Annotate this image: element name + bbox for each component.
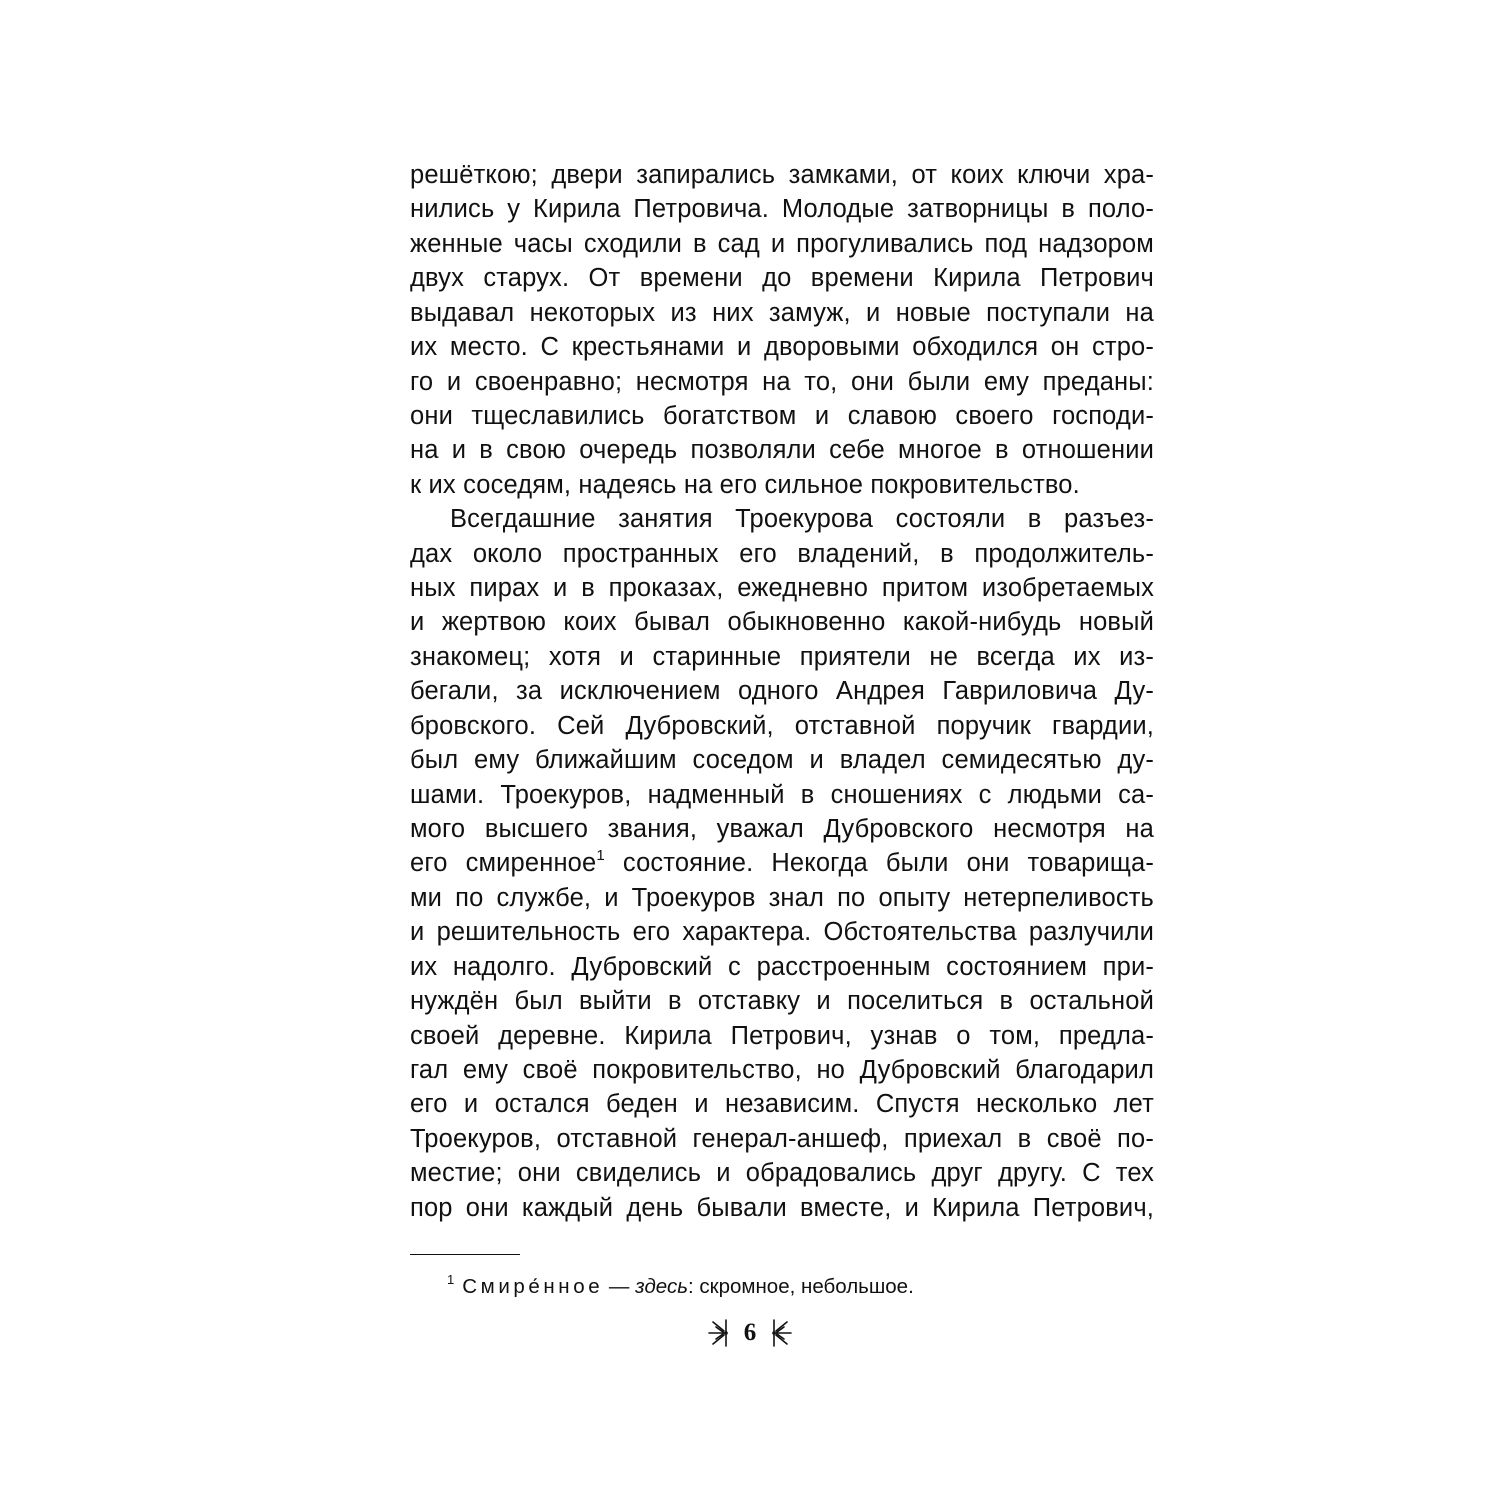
text-line: гал ему своё покровительство, но Дубровский благодарил	[410, 1055, 1154, 1084]
text-line: решёткою; двери запирались замками, от коих ключи хра-	[410, 161, 1154, 189]
text-line: и решительность его характера. Обстоятельства разлучили	[410, 918, 1154, 947]
text-line: их место. С крестьянами и дворовыми обходился он стро-	[410, 333, 1154, 362]
text-line: ных пирах и в проказах, ежедневно притом изобретаемых	[410, 574, 1154, 603]
footnote-number: 1	[447, 1272, 455, 1287]
page-number: 6	[743, 1319, 757, 1346]
footnote-dash: —	[603, 1275, 636, 1298]
text-line: к их соседям, надеясь на его сильное покровительство.	[410, 470, 1080, 499]
text-line: шами. Троекуров, надменный в сношениях с людьми са-	[410, 780, 1154, 809]
page-number-footer	[0, 1313, 1500, 1353]
text-line: знакомец; хотя и старинные приятели не всегда их из-	[410, 642, 1154, 671]
footnote	[447, 1266, 914, 1301]
footnote-separator	[410, 1254, 520, 1255]
text-line: они тщеславились богатством и славою своего господи-	[410, 401, 1154, 430]
ornament-star-left-icon	[706, 1317, 730, 1349]
line-segment: его смиренное	[410, 849, 597, 878]
text-line: его и остался беден и независим. Спустя несколько лет	[410, 1090, 1154, 1119]
body-text	[410, 158, 1154, 1225]
text-line: пор они каждый день бывали вместе, и Кирила Петрович,	[410, 1193, 1154, 1222]
text-line: и жертвою коих бывал обыкновенно какой-нибудь новый	[410, 608, 1154, 637]
text-line: двух старух. От времени до времени Кирила Петрович	[410, 264, 1154, 293]
ornament-star-right-icon	[770, 1317, 794, 1349]
text-line: бегали, за исключением одного Андрея Гавриловича Ду-	[410, 677, 1154, 706]
text-line: нились у Кирила Петровича. Молодые затворницы в поло-	[410, 195, 1154, 224]
text-line: бровского. Сей Дубровский, отставной поручик гвардии,	[410, 711, 1154, 740]
text-line: их надолго. Дубровский с расстроенным состоянием при-	[410, 952, 1154, 981]
text-line: местие; они свиделись и обрадовались друг другу. С тех	[410, 1159, 1154, 1188]
text-line: женные часы сходили в сад и прогуливались под надзором	[410, 229, 1154, 258]
text-line: дах около пространных его владений, в продолжитель-	[410, 539, 1154, 568]
line-segment: состояние. Некогда были они товарища-	[604, 849, 1154, 878]
text-line: нуждён был выйти в отставку и поселиться в остальной	[410, 987, 1154, 1016]
text-line: на и в свою очередь позволяли себе многое в отношении	[410, 436, 1154, 465]
text-line: ми по службе, и Троекуров знал по опыту нетерпеливость	[410, 883, 1154, 912]
footnote-reference[interactable]: 1	[596, 847, 605, 865]
footnote-definition: : скромное, небольшое.	[687, 1275, 914, 1298]
text-line: выдавал некоторых из них замуж, и новые поступали на	[410, 298, 1154, 327]
footnote-term: Смире́нное	[462, 1275, 604, 1298]
text-line-with-footnote-ref	[410, 846, 1154, 880]
text-line-indented: Всегдашние занятия Троекурова состояли в разъез-	[450, 505, 1154, 534]
text-line: своей деревне. Кирила Петрович, узнав о том, предла-	[410, 1021, 1154, 1050]
text-line: го и своенравно; несмотря на то, они были ему преданы:	[410, 367, 1154, 396]
text-line: мого высшего звания, уважал Дубровского несмотря на	[410, 815, 1154, 844]
text-line: Троекуров, отставной генерал-аншеф, приехал в своё по-	[410, 1124, 1154, 1153]
text-line: был ему ближайшим соседом и владел семидесятью ду-	[410, 746, 1154, 775]
footnote-qualifier: здесь	[635, 1275, 688, 1298]
